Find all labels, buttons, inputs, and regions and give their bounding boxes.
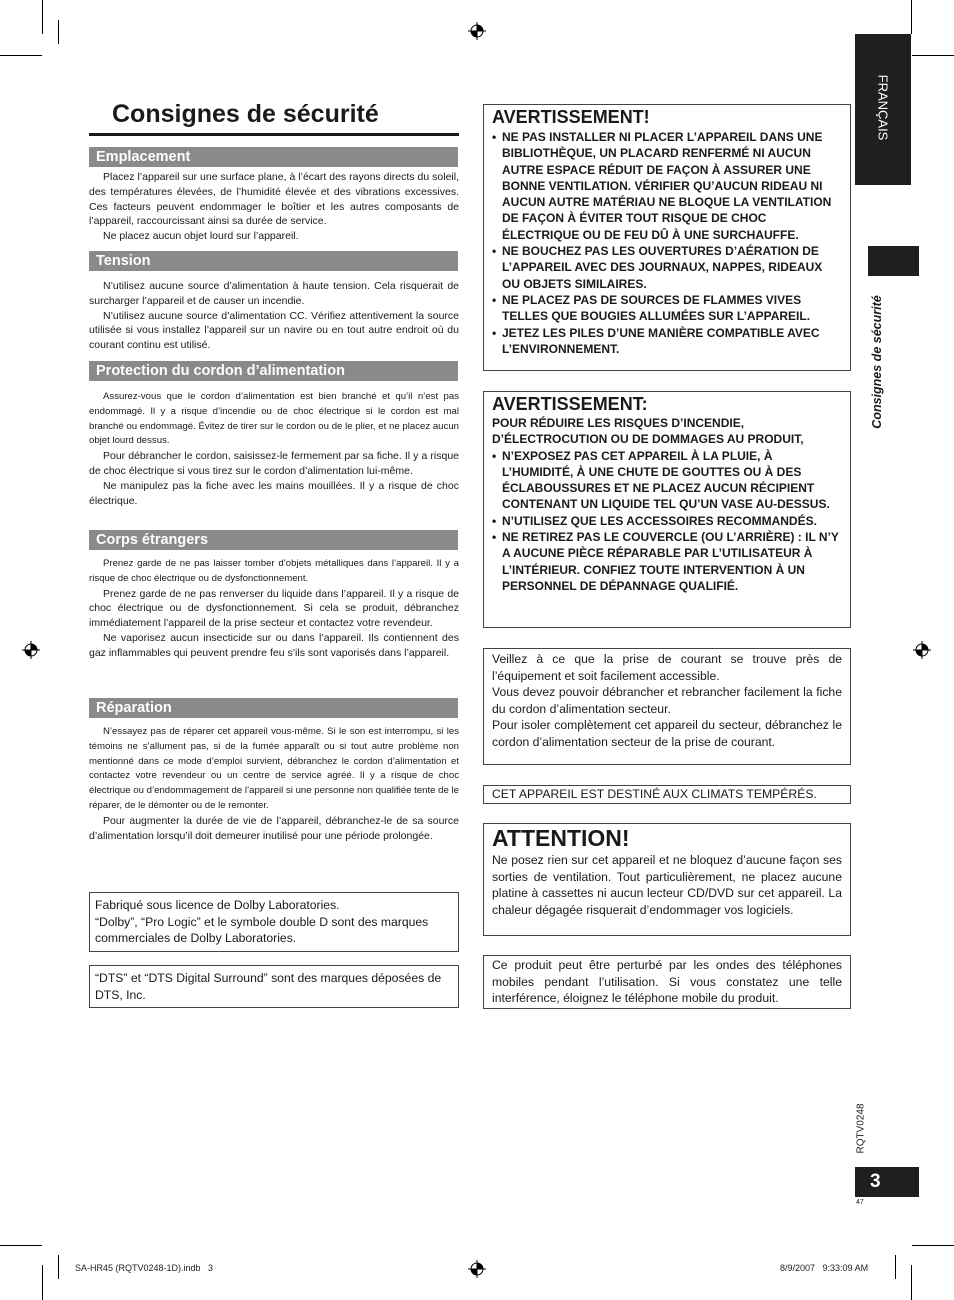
crop-mark xyxy=(912,55,954,56)
crop-mark xyxy=(42,0,43,34)
section-body-cordon xyxy=(89,390,459,508)
warning-item: • NE RETIREZ PAS LE COUVERCLE (OU L’ARRIÈRE) : IL N’Y A AUCUNE PIÈCE RÉPARABLE PAR L’UTILISATEUR À L’INTÉRIEUR. CONFIEZ TOUTE INTERVENTION À UN PERSONNEL DE DÉPANNAGE QUALIFIÉ. xyxy=(492,529,842,594)
warning-title: AVERTISSEMENT: xyxy=(492,394,648,414)
footer-file-name: SA-HR45 (RQTV0248-1D).indb 3 xyxy=(75,1263,214,1273)
section-side-label: Consignes de sécurité xyxy=(870,295,884,429)
section-body-corps-etrangers xyxy=(89,557,459,661)
warning-item: • NE PLACEZ PAS DE SOURCES DE FLAMMES VIVES TELLES QUE BOUGIES ALLUMÉES SUR L’APPAREIL. xyxy=(492,292,842,325)
section-heading-reparation: Réparation xyxy=(89,698,458,718)
attention-title: ATTENTION! xyxy=(492,825,630,851)
warning-box-2 xyxy=(483,391,851,628)
paragraph: N’utilisez aucune source d’alimentation à haute tension. Cela risquerait de surcharger l’appareil et de causer un incendie. xyxy=(89,280,459,307)
warning-item: • JETEZ LES PILES D’UNE MANIÈRE COMPATIBLE AVEC L’ENVIRONNEMENT. xyxy=(492,325,842,358)
dts-notice-text: “DTS” et “DTS Digital Surround” sont des marques déposées de DTS, Inc. xyxy=(95,971,442,1002)
attention-box xyxy=(483,823,851,936)
paragraph: N’essayez pas de réparer cet appareil vous-même. Si le son est interrompu, si les témoins ne s’allument pas, si de la fumée apparaît ou si tout autre problème non mentionné dans ce mode d’emploi survient, débranchez le cordon d’alimentation et contactez votre revendeur ou un centre de service agréé. Il y a risque de choc électrique ou d’endommagement de l’appareil si une personne non qualifiée tente de le réparer, de le démonter ou de le remonter. xyxy=(89,726,459,811)
crop-mark xyxy=(0,1245,42,1246)
socket-notice-box xyxy=(483,648,851,765)
warning-item: • N’UTILISEZ QUE LES ACCESSOIRES RECOMMANDÉS. xyxy=(492,513,842,529)
socket-notice-text: Pour isoler complètement cet appareil du secteur, débranchez le cordon d’alimentation secteur de la prise de courant. xyxy=(492,718,842,749)
paragraph: Prenez garde de ne pas renverser du liquide dans l’appareil. Il y a risque de choc électrique ou de dysfonctionnement. Si cela se produit, débranchez immédiatement l’appareil de la prise secteur et contactez votre revendeur. xyxy=(89,587,459,630)
paragraph: Placez l’appareil sur une surface plane, à l’écart des rayons directs du soleil, des températures élevées, de l’humidité élevée et des vibrations excessives. Ces facteurs peuvent endommager le boîtier et les autres composants de l’appareil, raccourcissant ainsi sa durée de service. xyxy=(89,171,459,228)
paragraph: Assurez-vous que le cordon d’alimentation est bien branché et qu’il n’est pas endommagé. Il y a risque d’incendie ou de choc électrique si le cordon est mal branché ou endommagé. Évitez de tirer sur le cordon ou de le plier, et ne placez aucun objet lourd dessus. xyxy=(89,391,459,447)
warning-title: AVERTISSEMENT! xyxy=(492,107,650,127)
warning-item: • N’EXPOSEZ PAS CET APPAREIL À LA PLUIE, À L’HUMIDITÉ, À UNE CHUTE DE GOUTTES OU À DES ÉCLABOUSSURES ET NE PLACEZ AUCUN RÉCIPIENT CONTENANT UN LIQUIDE TEL QU’UN VASE AU-DESSUS. xyxy=(492,448,842,513)
warning-item: • NE BOUCHEZ PAS LES OUVERTURES D’AÉRATION DE L’APPAREIL AVEC DES JOURNAUX, NAPPES, RIDEAUX OU OBJETS SIMILAIRES. xyxy=(492,243,842,292)
warning-box-1 xyxy=(483,104,851,371)
dts-notice-box xyxy=(89,965,459,1008)
crop-mark xyxy=(58,1255,59,1279)
mobile-phone-notice-box xyxy=(483,955,851,1009)
attention-text: Ne posez rien sur cet appareil et ne bloquez d’aucune façon ses sorties de ventilation. Tout particulièrement, ne placez aucune platine à cassettes ni aucun lecteur CD/DVD sur cet appareil. La chaleur dégagée risquerait d’endommager vos logiciels. xyxy=(492,853,842,917)
crop-mark xyxy=(911,1265,912,1300)
warning-intro: POUR RÉDUIRE LES RISQUES D’INCENDIE, D’ÉLECTROCUTION OU DE DOMMAGES AU PRODUIT, xyxy=(492,416,804,447)
page-title: Consignes de sécurité xyxy=(112,100,379,128)
section-heading-corps-etrangers: Corps étrangers xyxy=(89,530,458,550)
paragraph: Ne manipulez pas la fiche avec les mains mouillées. Il y a risque de choc électrique. xyxy=(89,479,459,507)
dolby-notice-text: Fabriqué sous licence de Dolby Laboratories. “Dolby”, “Pro Logic” et le symbole double D sont des marques commerciales de Dolby Laboratories. xyxy=(95,898,429,946)
registration-mark-icon xyxy=(913,641,931,659)
page-number: 3 xyxy=(855,1167,919,1197)
paragraph: Ne placez aucun objet lourd sur l’appareil. xyxy=(103,230,299,243)
section-body-emplacement xyxy=(89,170,459,244)
title-rule xyxy=(89,133,459,136)
socket-notice-text: Veillez à ce que la prise de courant se trouve près de l’équipement et soit facilement accessible. xyxy=(492,652,842,683)
mobile-phone-notice-text: Ce produit peut être perturbé par les ondes des téléphones mobiles pendant l’utilisation. Si vous constatez une telle interférence, éloignez le téléphone mobile du produit. xyxy=(492,958,842,1006)
climate-notice-text: CET APPAREIL EST DESTINÉ AUX CLIMATS TEMPÉRÉS. xyxy=(492,787,817,801)
warning-list xyxy=(492,448,842,595)
paragraph: Pour augmenter la durée de vie de l’appareil, débranchez-le de sa source d’alimentation lorsqu’il doit demeurer inutilisé pour une période prolongée. xyxy=(89,814,459,842)
crop-mark xyxy=(895,1255,896,1279)
section-heading-tension: Tension xyxy=(89,251,458,271)
footer-timestamp: 8/9/2007 9:33:09 AM xyxy=(780,1263,869,1273)
socket-notice-text: Vous devez pouvoir débrancher et rebrancher facilement la fiche du cordon d’alimentation secteur. xyxy=(492,685,842,716)
model-code-label: RQTV0248 xyxy=(855,1103,867,1154)
small-page-index: 47 xyxy=(856,1199,864,1206)
section-body-tension xyxy=(89,279,459,353)
section-body-reparation xyxy=(89,725,459,843)
registration-mark-icon xyxy=(22,641,40,659)
paragraph: N’utilisez aucune source d’alimentation CC. Vérifiez attentivement la source utilisée si vous installez l’appareil sur un navire ou en tout autre endroit où du courant continu est utilisé. xyxy=(89,309,459,352)
section-marker-tab xyxy=(868,246,919,276)
paragraph: Pour débrancher le cordon, saisissez-le fermement par sa fiche. Il y a risque de choc électrique si vous tirez sur le cordon d’alimentation lui-même. xyxy=(89,450,459,477)
section-heading-cordon: Protection du cordon d’alimentation xyxy=(89,361,458,381)
warning-list xyxy=(492,129,842,357)
paragraph: Prenez garde de ne pas laisser tomber d’objets métalliques dans l’appareil. Il y a risque de choc électrique ou de dysfonctionnement. xyxy=(89,558,459,584)
crop-mark xyxy=(58,20,59,44)
crop-mark xyxy=(42,1265,43,1300)
climate-notice-box xyxy=(483,785,851,804)
registration-mark-icon xyxy=(468,1260,486,1278)
crop-mark xyxy=(912,1245,954,1246)
dolby-notice-box xyxy=(89,892,459,952)
warning-item: • NE PAS INSTALLER NI PLACER L’APPAREIL DANS UNE BIBLIOTHÈQUE, UN PLACARD RENFERMÉ NI AUCUN AUTRE ESPACE RÉDUIT DE FAÇON À ASSURER UNE BONNE VENTILATION. VÉRIFIER QU’AUCUN RIDEAU NI AUCUN AUTRE MATÉRIAU NE BLOQUE LA VENTILATION DE FAÇON À ÉVITER TOUT RISQUE DE CHOC ÉLECTRIQUE OU DE FEU DÛ À UNE SURCHAUFFE. xyxy=(492,129,842,243)
paragraph: Ne vaporisez aucun insecticide sur ou dans l’appareil. Ils contiennent des gaz inflammables qui peuvent prendre feu s’ils sont vaporisés dans l’appareil. xyxy=(89,631,459,659)
crop-mark xyxy=(0,55,42,56)
crop-mark xyxy=(911,0,912,34)
language-tab-label: FRANÇAIS xyxy=(875,74,891,141)
section-heading-emplacement: Emplacement xyxy=(89,147,458,167)
registration-mark-icon xyxy=(468,22,486,40)
